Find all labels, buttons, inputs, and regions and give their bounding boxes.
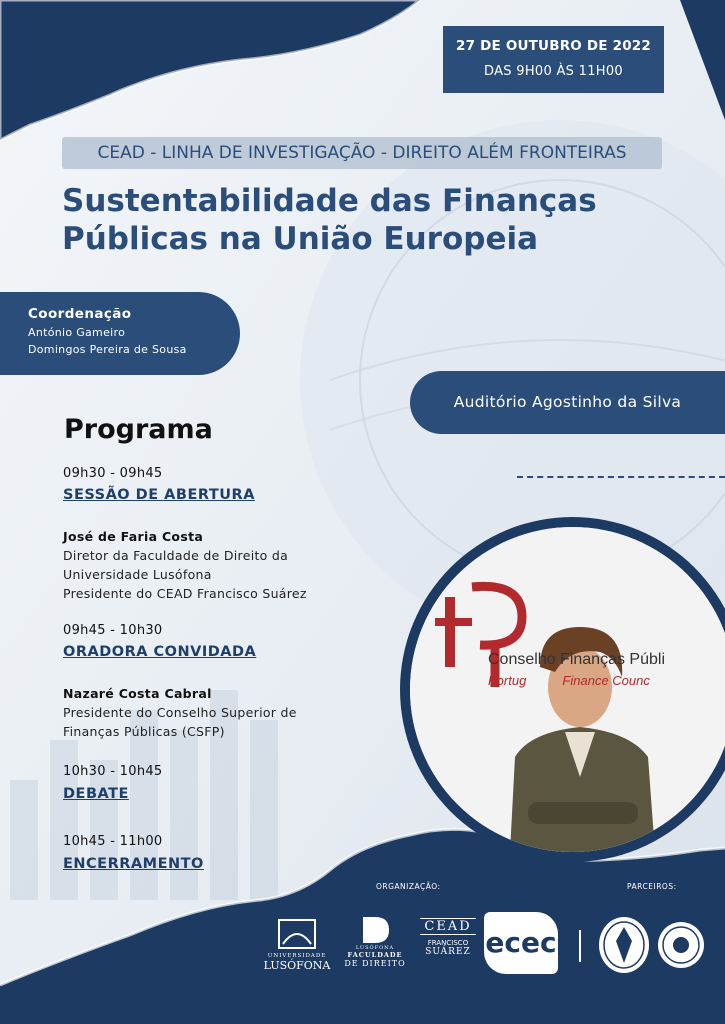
speaker-role: Diretor da Faculdade de Direito da xyxy=(63,548,289,563)
cead-logo xyxy=(420,918,476,957)
lusofona-logo xyxy=(262,918,332,972)
partner-seal-icon xyxy=(656,915,706,975)
coordinator-name: António Gameiro xyxy=(28,326,126,339)
organization-label: ORGANIZAÇÃO: xyxy=(376,882,441,891)
partners-label: PARCEIROS: xyxy=(627,882,677,891)
title-line-2: Públicas na União Europeia xyxy=(62,221,539,257)
event-time: DAS 9H00 ÀS 11H00 xyxy=(483,64,624,79)
event-date: 27 DE OUTUBRO DE 2022 xyxy=(456,38,651,54)
program-section: SESSÃO DE ABERTURA xyxy=(63,487,255,503)
faculdade-direito-logo xyxy=(338,915,412,968)
speaker-photo xyxy=(410,527,725,852)
speaker-roles xyxy=(63,546,307,603)
program-heading: Programa xyxy=(64,414,213,445)
venue-badge: Auditório Agostinho da Silva xyxy=(410,371,725,434)
coordination-box xyxy=(0,292,240,375)
program-time: 09h30 - 09h45 xyxy=(63,466,163,481)
cead-top-text: CEAD xyxy=(420,918,476,935)
speaker-roles xyxy=(63,703,297,741)
coordinator-name: Domingos Pereira de Sousa xyxy=(28,343,187,356)
event-title xyxy=(62,182,682,258)
photo-sign-line-1: Conselho Finanças Públi xyxy=(488,651,665,668)
fd-mid-text: FACULDADE xyxy=(347,951,403,959)
program-time: 10h30 - 10h45 xyxy=(63,764,163,779)
program-time: 09h45 - 10h30 xyxy=(63,623,163,638)
speaker-role: Presidente do Conselho Superior de xyxy=(63,705,297,720)
cead-mid-text: FRANCISCO xyxy=(427,939,469,947)
coordination-heading: Coordenação xyxy=(28,306,132,322)
cead-bottom-text: SUÁREZ xyxy=(425,947,471,957)
speaker-role: Finanças Públicas (CSFP) xyxy=(63,724,225,739)
logo-divider xyxy=(579,930,581,962)
photo-sign-line-2: Portug Finance Counc xyxy=(488,673,650,688)
photo-illustration xyxy=(410,527,725,852)
dashed-divider xyxy=(517,476,725,478)
title-line-1: Sustentabilidade das Finanças xyxy=(62,183,597,219)
lusofona-top-text: UNIVERSIDADE xyxy=(267,953,327,959)
ecec-logo xyxy=(484,912,558,974)
letter-d-icon xyxy=(357,915,393,945)
date-box xyxy=(443,26,664,93)
speaker-role: Presidente do CEAD Francisco Suárez xyxy=(63,586,307,601)
program-section: DEBATE xyxy=(63,786,129,802)
speaker-name: Nazaré Costa Cabral xyxy=(63,686,212,701)
program-section: ORADORA CONVIDADA xyxy=(63,644,257,660)
program-time: 10h45 - 11h00 xyxy=(63,834,163,849)
fd-top-text: LUSÓFONA xyxy=(355,945,395,951)
lusofona-emblem-icon xyxy=(277,918,317,950)
program-section: ENCERRAMENTO xyxy=(63,856,204,872)
fd-bottom-text: DE DIREITO xyxy=(344,959,406,968)
lusofona-bottom-text: LUSÓFONA xyxy=(263,959,331,972)
speaker-name: José de Faria Costa xyxy=(63,529,204,544)
speaker-role: Universidade Lusófona xyxy=(63,567,212,582)
ecec-text: ecec xyxy=(485,926,557,959)
event-subtitle: CEAD - LINHA DE INVESTIGAÇÃO - DIREITO ALÉM FRONTEIRAS xyxy=(62,137,662,169)
partner-seal-icon xyxy=(596,915,652,975)
